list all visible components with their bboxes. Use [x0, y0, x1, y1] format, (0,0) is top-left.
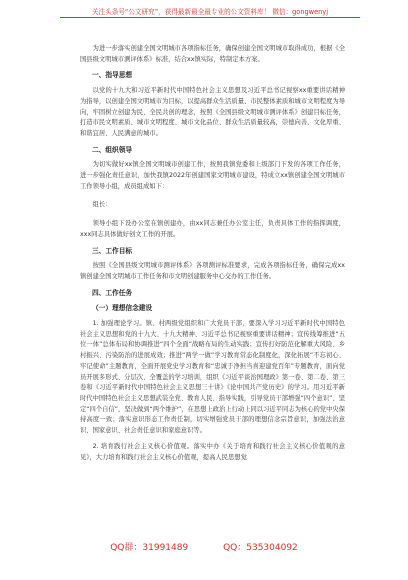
- section-2-office: 领导小组下设办公室在镇创建办，由xx同志兼任办公室主任，负责具体工作的指挥调度，xxx同志具体做好创文工作的开展。: [80, 220, 345, 238]
- section-4-heading: 四、工作任务: [92, 288, 133, 297]
- document-body: [80, 44, 345, 463]
- qq-group: QQ群：31991489: [110, 543, 189, 553]
- section-4-subheading-1: （一）理想信念建设: [92, 304, 153, 313]
- section-3-body: 按照《全国县级文明城市测评体系》各项测评标准要求，完成各项指标任务，确保完成xx镇创建全国文明城市工作任务和市文明创建服务中心交办的工作任务。: [80, 262, 345, 280]
- banner-divider: [60, 17, 360, 18]
- section-2-body: 为切实做好xx镇全国文明城市创建工作，按照我镇党委和上级部门下发的各项工作任务，进一步强化责任意识，加快我镇2022年创建国家文明城市建设，特成立xx镇创建全国文明城市工作领导小组，成员组成如下：: [80, 161, 345, 190]
- section-4-paragraph-2: 2. 培育践行社会主义核心价值观。落实中办《关于培育和践行社会主义核心价值观的意见》，大力培育和践行社会主义核心价值观，提高人民思想觉: [80, 442, 345, 461]
- section-1-body: 以党的十九大和习近平新时代中国特色社会主义思想及习近平总书记视察xx重要讲话精神为指导，以创建全国文明城市为目标，以提高群众生活质量、市民整体素质和城市文明程度为导向，牢固树立创建为民、全民共创的理念，按照《全国县级文明城市测评体系》创建目标任务，打造市民文明素质、城市文明程度、城市文化品位、群众生活质量较高，崇德向善、文化厚重、和谐宜居、人民满意的城市。: [80, 87, 345, 137]
- section-3-heading: 三、工作目标: [92, 246, 133, 255]
- contact-footer: [0, 540, 408, 553]
- section-2-heading: 二、组织领导: [92, 145, 133, 154]
- qq-number: QQ：535304092: [223, 543, 298, 553]
- intro-paragraph: 为进一步落实创建全国文明城市各项指标任务，确保创建全国文明城市取得成功，根据《全国县级文明城市测评体系》标准，结合xx镇实际，特制定本方案。: [80, 45, 345, 63]
- section-2-leader: 组长：: [92, 201, 112, 209]
- section-1-heading: 一、指导思想: [92, 71, 133, 80]
- promo-banner[interactable]: 关注头条号“公文研究”，获得最新最全最专业的公文资料库！ 微信：gongwenyj: [91, 8, 329, 16]
- section-4-paragraph-1: 1. 加强理论学习。镇、村两级党组织和广大党员干部，要深入学习习近平新时代中国特色社会主义思想和党的十九大、十九大精神、习近平总书记视察重要讲话精神；宣传线筹推进“五位一体”总体布局和协调推进“四个全面”战略布局的生动实践；宣传打好防范化解重大风险、乡村振兴、污染防治的进展成效；推进“两学一做”学习教育常态化制度化，深化拓展“不忘初心、牢记使命”主题教育，全面开展党史学习教育和“忠诚于净担当喜迎建党百年”专题教育，面向党员开展多形式、分层次、全覆盖的学习培训，组织《习近平谈治国理政》第一卷、第二卷、第三卷和《习近平新时代中国特色社会主义思想三十讲》《论中国共产党历史》的学习。用习近平新时代中国特色社会主义思想武装全党、教育人民、指导实践，引导党员干部增强“四个意识”、坚定“四个自信”，坚决做到“两个维护”，在思想上政治上行动上同以习近平同志为核心的党中央保持高度一致；落实意识形态工作责任制，切实增强党员干部的理想信念宗旨意识，加强法治意识、国家意识、社会责任意识和家庭意识等。: [80, 320, 345, 435]
